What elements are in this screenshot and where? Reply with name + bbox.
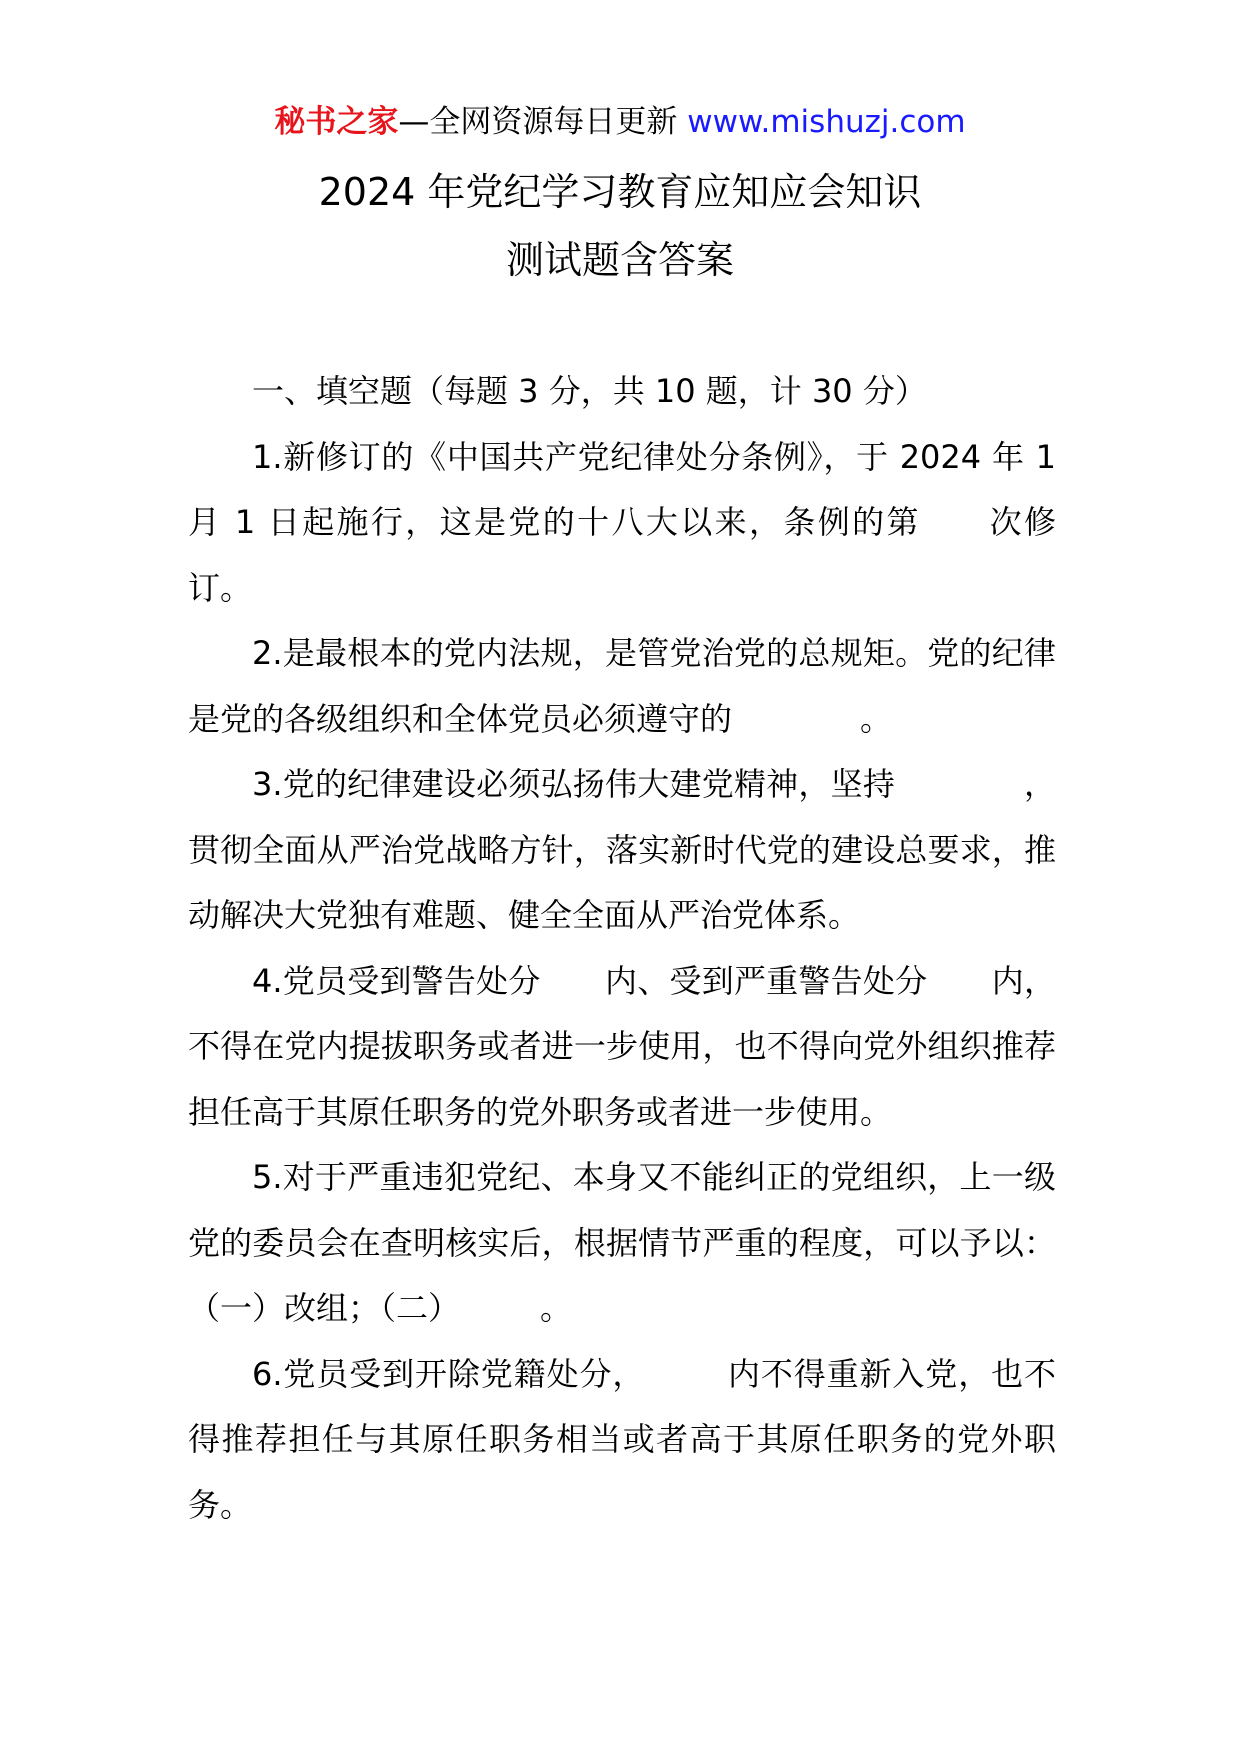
question-4: 4.党员受到警告处分 内、受到严重警告处分 内，不得在党内提拔职务或者进一步使用，也不得向党外组织推荐担任高于其原任职务的党外职务或者进一步使用。: [188, 961, 1056, 1131]
question-6: 6.党员受到开除党籍处分， 内不得重新入党，也不得推荐担任与其原任职务相当或者高于其原任职务的党外职务。: [188, 1354, 1056, 1524]
question-5: 5.对于严重违犯党纪、本身又不能纠正的党组织，上一级党的委员会在查明核实后，根据情节严重的程度，可以予以：（一）改组；（二） 。: [188, 1158, 1056, 1327]
site-slogan: —全网资源每日更新: [398, 104, 688, 140]
document-title-line-1: 2024 年党纪学习教育应知应会知识: [318, 170, 922, 214]
question-3: 3.党的纪律建设必须弘扬伟大建党精神，坚持 ，贯彻全面从严治党战略方针，落实新时代党的建设总要求，推动解决大党独有难题、健全全面从严治党体系。: [188, 765, 1056, 934]
site-url-link[interactable]: www.mishuzj.com: [687, 104, 966, 140]
question-1: 1.新修订的《中国共产党纪律处分条例》，于 2024 年 1 月 1 日起施行，这是党的十八大以来，条例的第 次修订。: [188, 437, 1056, 607]
site-header: [0, 100, 1240, 144]
brand-name: 秘书之家: [274, 104, 399, 140]
section-heading-fill-in-blank: 一、填空题（每题 3 分，共 10 题，计 30 分）: [252, 372, 927, 410]
question-2: 2.是最根本的党内法规，是管党治党的总规矩。党的纪律是党的各级组织和全体党员必须遵守的 。: [188, 634, 1056, 738]
document-title-line-2: 测试题含答案: [505, 238, 734, 282]
document-body: [188, 359, 1056, 1538]
